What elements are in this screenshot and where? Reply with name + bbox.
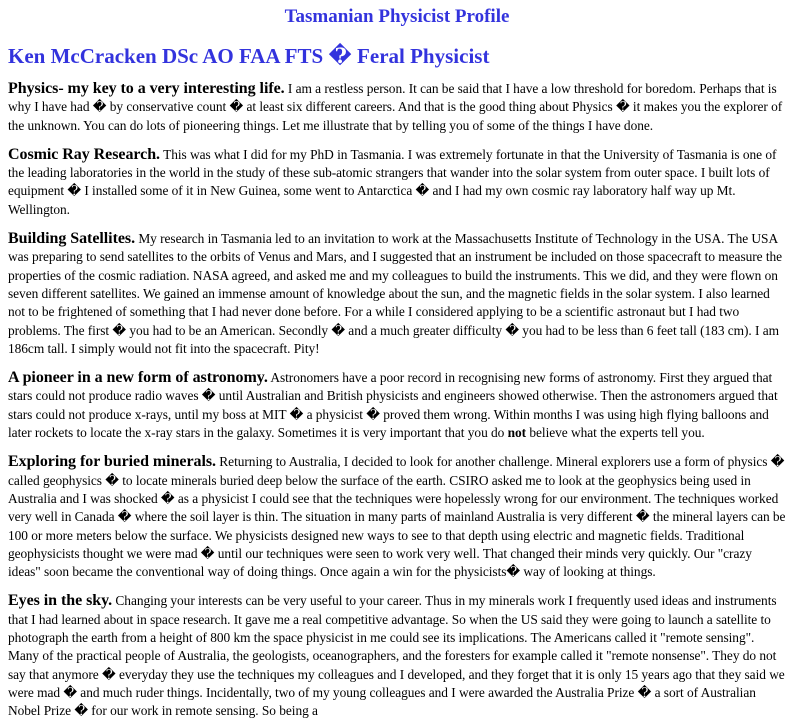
section-lead: Building Satellites. — [8, 230, 136, 248]
section-eyes-in-the-sky — [8, 592, 786, 720]
section-cosmic-ray-research — [8, 146, 786, 219]
section-text: My research in Tasmania led to an invitation to work at the Massachusetts Institute of Technology in the USA. The USA was preparing to send satellites to the orbits of Venus and Mars, and I suggested that an instrument be included on those spacecraft to measure the properties of the cosmic radiation. NASA agreed, and asked me and my colleagues to build the instruments. This we did, and they were flown on seven different satellites. We gained an immense amount of knowledge about the sun, and the magnetic fields in the solar system. I also learned not to be frightened of something that I had never done before. For a while I considered applying to be a scientific astronaut but I had two problems. The first � you had to be an American. Secondly � and a much greater difficulty � you had to be less than 6 feet tall (183 cm). I am 186cm tall. I simply would not fit into the spacecraft. Pity! — [8, 231, 783, 356]
section-lead: A pioneer in a new form of astronomy. — [8, 369, 268, 387]
section-text: I am a restless person. It can be said that I have a low threshold for boredom. Perhaps that is why I have had � by conservative count � at least six different careers. And that is the good thing about Physics � it makes you the explorer of the unknown. You can do lots of pioneering things. Let me illustrate that by telling you of some of the things I have done. — [8, 81, 783, 133]
section-lead: Eyes in the sky. — [8, 592, 113, 610]
section-new-astronomy — [8, 369, 786, 442]
page-title: Tasmanian Physicist Profile — [284, 6, 510, 27]
section-text: Returning to Australia, I decided to look for another challenge. Mineral explorers use a form of physics � called geophysics � to locate minerals buried deep below the surface of the earth. CSIRO asked me to look at the geophysics being used in Australia and I was shocked � as a physicist I could see that the techniques were hopelessly wrong for our environment. The techniques worked very well in Canada � where the soil layer is thin. The situation in many parts of mainland Australia is very different � the mineral layers can be 100 or more meters below the surface. We physicists designed new ways to see to that depth using electric and magnetic fields. Traditional geophysicists thought we were mad � until our techniques were seen to work very well. That changed their minds very quickly. Our "crazy ideas" soon became the conventional way of doing things. Once again a win for the physicists� way of looking at things. — [8, 454, 786, 580]
section-lead: Physics- my key to a very interesting life. — [8, 80, 285, 97]
section-text: Changing your interests can be very useful to your career. Thus in my minerals work I frequently used ideas and instruments that I had learned about in space research. It gave me a real competitive advantage. So when the US said they were going to launch a satellite to photograph the earth from a height of 800 km the space physicist in me could see its implications. The Americans called it "remote sensing". Many of the practical people of Australia, the geologists, oceanographers, and the foresters for example called it "remote nonsense". They do not say that anymore � everyday they use the techniques my colleagues and I developed, and they forget that it is only 15 years ago that they said we were mad � and much ruder things. Incidentally, two of my young colleagues and I were awarded the Australia Prize � a sort of Australian Nobel Prize � for our work in remote sensing. So being a — [8, 593, 785, 719]
section-text: This was what I did for my PhD in Tasmania. I was extremely fortunate in that the University of Tasmania is one of the leading laboratories in the world in the study of these sub-atomic strangers that wander into the solar system from outer space. I built lots of equipment � I installed some of it in New Guinea, some went to Antarctica � and I had my own cosmic ray laboratory half way up Mt. Wellington. — [8, 146, 777, 217]
section-buried-minerals — [8, 453, 786, 581]
profile-subtitle: Ken McCracken DSc AO FAA FTS � Feral Physicist — [8, 44, 490, 68]
section-text: Astronomers have a poor record in recognising new forms of astronomy. First they argued that stars could not produce radio waves � until Australian and British physicists and engineers showed otherwise. Then the astronomers argued that stars could not produce x-rays, until my boss at MIT � a physicist � proved them wrong. Within months I was using high flying balloons and later rockets to locate the x-ray stars in the galaxy. Sometimes it is very important that you do — [8, 370, 778, 441]
section-physics-key — [8, 80, 786, 135]
section-lead: Cosmic Ray Research. — [8, 145, 161, 163]
section-text-end: believe what the experts tell you. — [526, 425, 705, 441]
section-building-satellites — [8, 230, 786, 358]
section-lead: Exploring for buried minerals. — [8, 453, 216, 471]
emphasis-not: not — [507, 425, 527, 441]
